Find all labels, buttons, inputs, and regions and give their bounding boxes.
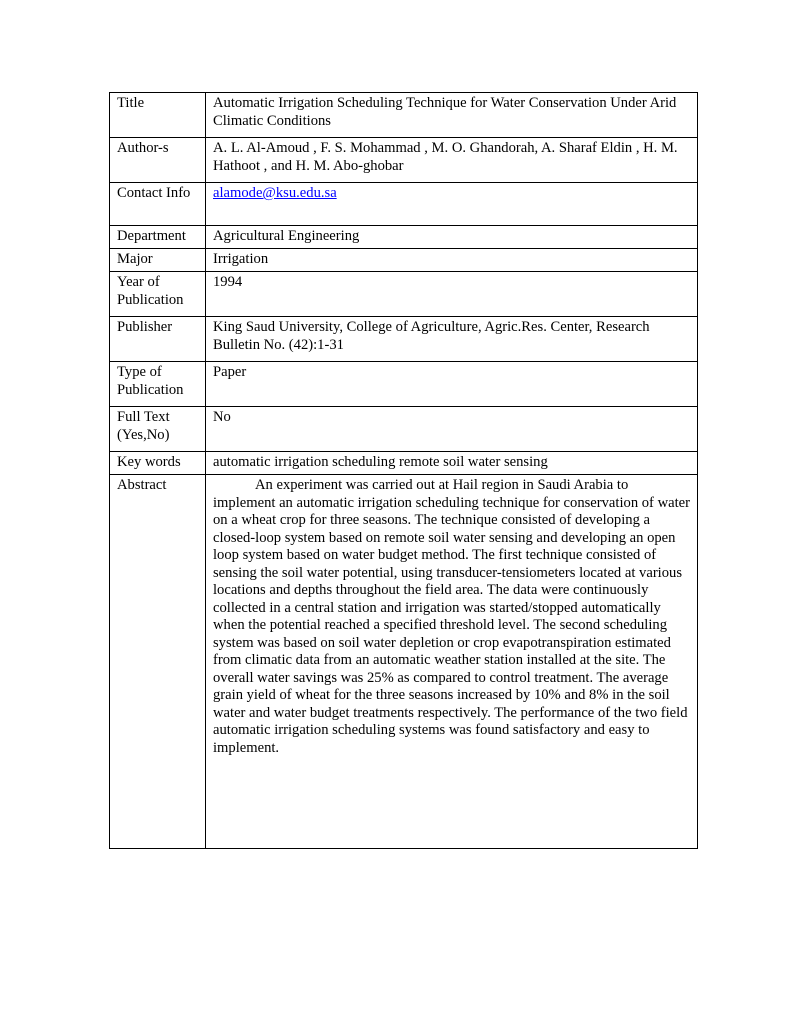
contact-value (206, 183, 698, 226)
authors-value: A. L. Al-Amoud , F. S. Mohammad , M. O. Ghandorah, A. Sharaf Eldin , H. M. Hathoot , and H. M. Abo-ghobar (206, 138, 698, 183)
abstract-text: An experiment was carried out at Hail region in Saudi Arabia to implement an automatic irrigation scheduling technique for conservation of water on a wheat crop for three seasons. The technique consisted of developing a closed-loop system based on remote soil water sensing and developing an open loop system based on water budget method. The first technique consisted of sensing the soil water potential, using transducer-tensiometers located at various locations and depths throughout the field area. The data were continuously collected in a central station and irrigation was started/stopped automatically when the potential reached a specified threshold level. The second scheduling system was based on soil water depletion or crop evapotranspiration estimated from climatic data from an automatic weather station installed at the site. The overall water savings was 25% as compared to control treatment. The average grain yield of wheat for the three seasons increased by 10% and 8% in the soil water and water budget treatments respectively. The performance of the two field automatic irrigation scheduling systems was found satisfactory and easy to implement. (213, 477, 690, 756)
department-value: Agricultural Engineering (206, 226, 698, 249)
keywords-value: automatic irrigation scheduling remote soil water sensing (206, 452, 698, 475)
authors-label: Author-s (110, 138, 206, 183)
major-label: Major (110, 249, 206, 272)
year-label: Year of Publication (110, 272, 206, 317)
publication-type-value: Paper (206, 362, 698, 407)
authors-row (110, 138, 698, 183)
full-text-value: No (206, 407, 698, 452)
abstract-label: Abstract (110, 475, 206, 849)
major-value: Irrigation (206, 249, 698, 272)
title-row (110, 93, 698, 138)
major-row (110, 249, 698, 272)
contact-email-link[interactable]: alamode@ksu.edu.sa (213, 185, 337, 201)
title-value: Automatic Irrigation Scheduling Technique for Water Conservation Under Arid Climatic Conditions (206, 93, 698, 138)
keywords-label: Key words (110, 452, 206, 475)
full-text-label: Full Text (Yes,No) (110, 407, 206, 452)
contact-row (110, 183, 698, 226)
publisher-label: Publisher (110, 317, 206, 362)
abstract-cell (206, 475, 698, 849)
year-row (110, 272, 698, 317)
abstract-row (110, 475, 698, 849)
publication-type-label: Type of Publication (110, 362, 206, 407)
contact-label: Contact Info (110, 183, 206, 226)
publication-type-row (110, 362, 698, 407)
publication-record-table (109, 92, 698, 849)
full-text-row (110, 407, 698, 452)
keywords-row (110, 452, 698, 475)
publisher-value: King Saud University, College of Agriculture, Agric.Res. Center, Research Bulletin No. (42):1-31 (206, 317, 698, 362)
publisher-row (110, 317, 698, 362)
department-label: Department (110, 226, 206, 249)
title-label: Title (110, 93, 206, 138)
department-row (110, 226, 698, 249)
year-value: 1994 (206, 272, 698, 317)
